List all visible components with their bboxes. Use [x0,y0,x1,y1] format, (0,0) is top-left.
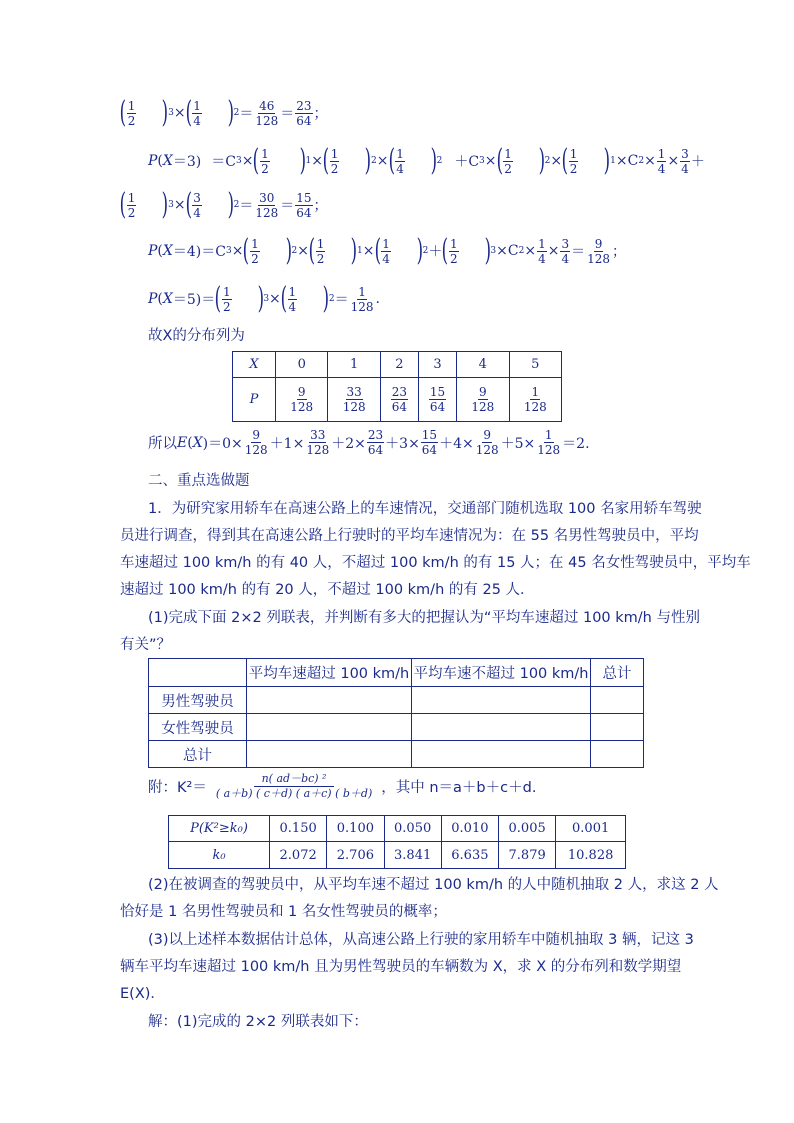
formula-line-px5: P ( X ＝5)＝ ( $\frac{1}{2}$ ) 3 × ( $\frac{1}{4}$ ) 2 ＝ $\frac{1}{128}$ . [148,281,380,316]
q1-line-3: 车速超过 100 km/h 的有 40 人，不超过 100 km/h 的有 15 人；在 45 名女性驾驶员中，平均车 [120,555,751,571]
dist-prob-cell: $\frac{33}{128}$ [328,378,380,422]
dist-prob-cell: $\frac{1}{128}$ [509,378,561,422]
contingency-cell [412,687,591,714]
contingency-cell [591,687,644,714]
k-table-value: 2.706 [327,842,384,869]
dist-header-x: X [233,352,276,378]
contingency-header-total: 总计 [591,659,644,687]
contingency-cell [247,714,412,741]
contingency-cell [591,741,644,768]
dist-header-cell: 0 [276,352,328,378]
q1-line-4: 速超过 100 km/h 的有 20 人，不超过 100 km/h 的有 25 人． [120,582,535,598]
k-table-prob: 0.050 [384,816,441,842]
dist-header-cell: 4 [457,352,509,378]
dist-prob-cell: $\frac{9}{128}$ [457,378,509,422]
k-table-value: 2.072 [270,842,327,869]
k-squared-formula: 附：K²＝ $\frac{\text{n( ad－bc) ²}}{( a+b) ( c+d) ( a+c) ( b+d)}$ ，其中 n＝a＋b＋c＋d. [148,772,537,800]
q1-line-1: 1．为研究家用轿车在高速公路上的车速情况，交通部门随机选取 100 名家用轿车驾驶 [148,501,702,517]
k-table-value: 6.635 [441,842,498,869]
contingency-row-female: 女性驾驶员 [149,714,247,741]
contingency-header-empty [149,659,247,687]
dist-header-cell: 2 [380,352,418,378]
contingency-row-total: 总计 [149,741,247,768]
part3-line-c: E(X)． [120,986,165,1002]
contingency-table [148,658,644,768]
k-table-prob: 0.100 [327,816,384,842]
formula-line-px4: P ( X ＝4)＝C 3 × ( $\frac{1}{2}$ ) 2 × ( $\frac{1}{2}$ ) 1 × ( $\frac{1}{4}$ ) 2 ＋ ( $\frac{1}{2}$ ) 3 ×C 2 × $\frac{1}{4}$ × $\frac{3}{4}$ ＝ $\frac{9}{128}$ ； [148,233,626,268]
k-table-value: 7.879 [499,842,556,869]
part3-line-b: 辆车平均车速超过 100 km/h 且为男性驾驶员的车辆数为 X，求 X 的分布列和数学期望 [120,959,682,975]
dist-intro: 故X的分布列为 [148,328,245,344]
k-table-row1-label: P(K²≥k₀) [169,816,270,842]
q1-line-2: 员进行调查，得到其在高速公路上行驶时的平均车速情况为：在 55 名男性驾驶员中，平均 [120,528,699,544]
part2-line-a: (2)在被调查的驾驶员中，从平均车速不超过 100 km/h 的人中随机抽取 2 人，求这 2 人 [148,877,719,893]
contingency-cell [412,714,591,741]
formula-line-1: ( $\frac{1}{2}$ ) 3 × ( $\frac{1}{4}$ ) 2 ＝ $\frac{46}{128}$ ＝ $\frac{23}{64}$ ； [119,95,328,130]
dist-prob-cell: $\frac{23}{64}$ [380,378,418,422]
dist-p-label: P [233,378,276,422]
solution-line: 解：(1)完成的 2×2 列联表如下： [148,1014,368,1030]
k-table-prob: 0.010 [441,816,498,842]
distribution-table [232,351,562,422]
contingency-cell [412,741,591,768]
part3-line-a: (3)以上述样本数据估计总体，从高速公路上行驶的家用轿车中随机抽取 3 辆，记这 3 [148,932,694,948]
k-table-value: 3.841 [384,842,441,869]
k-table-prob: 0.150 [270,816,327,842]
contingency-cell [591,714,644,741]
formula-line-3: ( $\frac{1}{2}$ ) 3 × ( $\frac{3}{4}$ ) 2 ＝ $\frac{30}{128}$ ＝ $\frac{15}{64}$ ； [119,187,328,222]
dist-prob-cell: $\frac{9}{128}$ [276,378,328,422]
formula-line-px3: P ( X ＝3) ＝C 3 × ( $\frac{1}{2}$ ) 1 × ( $\frac{1}{2}$ ) 2 × ( $\frac{1}{4}$ ) 2 ＋C 3 × ( $\frac{1}{2}$ ) 2 × ( $\frac{1}{2}$ ) 1 ×C 2 × $\frac{1}{4}$ × $\frac{3}{4}$ ＋ [148,143,705,178]
k-table-prob: 0.001 [556,816,626,842]
k-table-prob: 0.005 [499,816,556,842]
contingency-row-male: 男性驾驶员 [149,687,247,714]
k-table-value: 10.828 [556,842,626,869]
dist-header-cell: 1 [328,352,380,378]
q1-part1-b: 有关”？ [120,637,172,653]
contingency-cell [247,687,412,714]
contingency-cell [247,741,412,768]
section-title: 二、重点选做题 [148,473,250,489]
dist-header-cell: 5 [509,352,561,378]
contingency-header-over: 平均车速超过 100 km/h [247,659,412,687]
expectation-line: 所以 E ( X )＝0× $\frac{9}{128}$ ＋1× $\frac{33}{128}$ ＋2× $\frac{23}{64}$ ＋3× $\frac{15}{64}$ ＋4× $\frac{9}{128}$ ＋5× $\frac{1}{128}$ ＝2. [148,428,590,457]
dist-header-cell: 3 [418,352,456,378]
k-critical-table [168,815,626,869]
part2-line-b: 恰好是 1 名男性驾驶员和 1 名女性驾驶员的概率； [120,904,447,920]
dist-prob-cell: $\frac{15}{64}$ [418,378,456,422]
contingency-header-under: 平均车速不超过 100 km/h [412,659,591,687]
k-table-row2-label: k₀ [169,842,270,869]
q1-part1-a: (1)完成下面 2×2 列联表，并判断有多大的把握认为“平均车速超过 100 km/h 与性别 [148,610,700,626]
